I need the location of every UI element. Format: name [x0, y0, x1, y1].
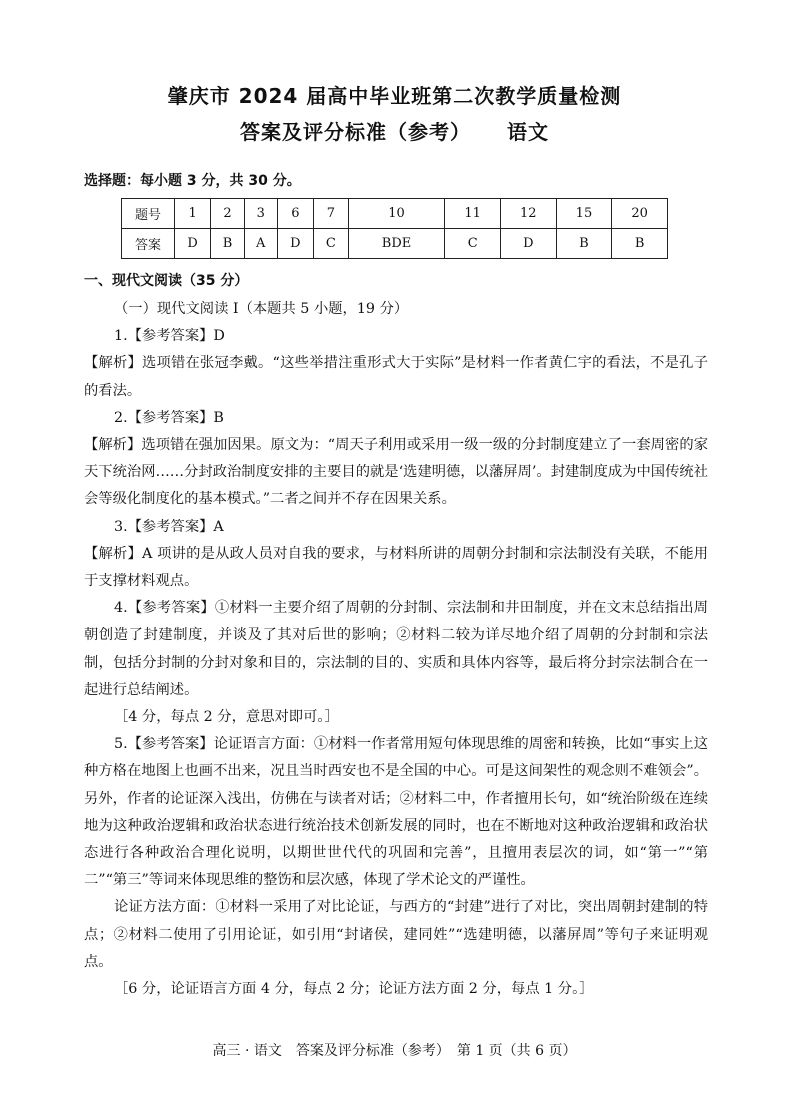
answer-cell: D [277, 229, 313, 259]
question-cell: 12 [500, 199, 556, 229]
question-number-row [122, 199, 668, 229]
question-row-label: 题号 [122, 199, 175, 229]
q2-answer: 2.【参考答案】B [114, 409, 224, 426]
sub-heading: （一）现代文阅读 I（本题共 5 小题，19 分） [114, 301, 409, 317]
document-subtitle [0, 116, 789, 145]
q2-explanation: 【解析】选项错在强加因果。原文为：“周天子利用或采用一级一级的分封制度建立了一套周密的家天下统治网……分封政治制度安排的主要目的就是‘选建明德，以藩屏周’。封建制度成为中国传统社会等级化制度化的基本模式。”二者之间并不存在因果关系。 [84, 437, 708, 508]
document-title: 肇庆市 2024 届高中毕业班第二次教学质量检测 [167, 84, 622, 108]
question-cell: 10 [348, 199, 445, 229]
answer-cell: C [313, 229, 348, 259]
choice-section-heading: 选择题：每小题 3 分，共 30 分。 [84, 173, 301, 189]
question-cell: 3 [244, 199, 277, 229]
question-cell: 20 [612, 199, 668, 229]
answer-cell: A [244, 229, 277, 259]
answer-cell: B [556, 229, 612, 259]
question-cell: 2 [211, 199, 245, 229]
answer-cell: B [211, 229, 245, 259]
subtitle-text: 答案及评分标准（参考） [240, 120, 471, 144]
q3-explanation: 【解析】A 项讲的是从政人员对自我的要求，与材料所讲的周朝分封制和宗法制没有关联，不能用于支撑材料观点。 [84, 545, 708, 590]
question-cell: 1 [175, 199, 211, 229]
answer-row-label: 答案 [122, 229, 175, 259]
q1-answer: 1.【参考答案】D [114, 328, 225, 345]
question-cell: 11 [445, 199, 501, 229]
answer-row [122, 229, 668, 259]
q5-scoring: ［6 分，论证语言方面 4 分，每点 2 分；论证方法方面 2 分，每点 1 分。］ [114, 981, 594, 998]
subject-label: 语文 [507, 120, 549, 144]
section-heading: 一、现代文阅读（35 分） [84, 273, 249, 289]
q3-answer: 3.【参考答案】A [114, 518, 224, 535]
answer-cell: BDE [348, 229, 445, 259]
answer-table [121, 198, 668, 259]
q4-scoring: ［4 分，每点 2 分，意思对即可。］ [114, 709, 339, 726]
q5-answer: 5.【参考答案】论证语言方面：①材料一作者常用短句体现思维的周密和转换，比如“事实上这种方格在地图上也画不出来，况且当时西安也不是全国的中心。可是这间架性的观念则不难领会”。另外，作者的论证深入浅出，仿佛在与读者对话；②材料二中，作者擅用长句，如“统治阶级在连续地为这种政治逻辑和政治状态进行统治技术创新发展的同时，也在不断地对这种政治逻辑和政治状态进行各种政治合理化说明，以期世世代代的巩固和完善”，且擅用表层次的词，如“第一”“第二”“第三”等词来体现思维的整饬和层次感，体现了学术论文的严谨性。 [84, 736, 708, 889]
answer-cell: D [175, 229, 211, 259]
question-cell: 15 [556, 199, 612, 229]
question-cell: 7 [313, 199, 348, 229]
answer-cell: D [500, 229, 556, 259]
q5-method: 论证方法方面：①材料一采用了对比论证，与西方的“封建”进行了对比，突出周朝封建制的特点；②材料二使用了引用论证，如引用“封诸侯，建同姓”“选建明德，以藩屏周”等句子来证明观点。 [84, 899, 708, 970]
q4-answer: 4.【参考答案】①材料一主要介绍了周朝的分封制、宗法制和井田制度，并在文末总结指出周朝创造了封建制度，并谈及了其对后世的影响；②材料二较为详尽地介绍了周朝的分封制和宗法制，包括分封制的分封对象和目的，宗法制的目的、实质和具体内容等，最后将分封宗法制合在一起进行总结阐述。 [84, 600, 708, 698]
page-footer: 高三 · 语文 答案及评分标准（参考） 第 1 页（共 6 页） [212, 1043, 577, 1059]
q1-explanation: 【解析】选项错在张冠李戴。“这些举措注重形式大于实际”是材料一作者黄仁宇的看法，不是孔子的看法。 [84, 355, 708, 399]
answer-cell: C [445, 229, 501, 259]
answer-cell: B [612, 229, 668, 259]
question-cell: 6 [277, 199, 313, 229]
section-body [84, 296, 708, 1003]
